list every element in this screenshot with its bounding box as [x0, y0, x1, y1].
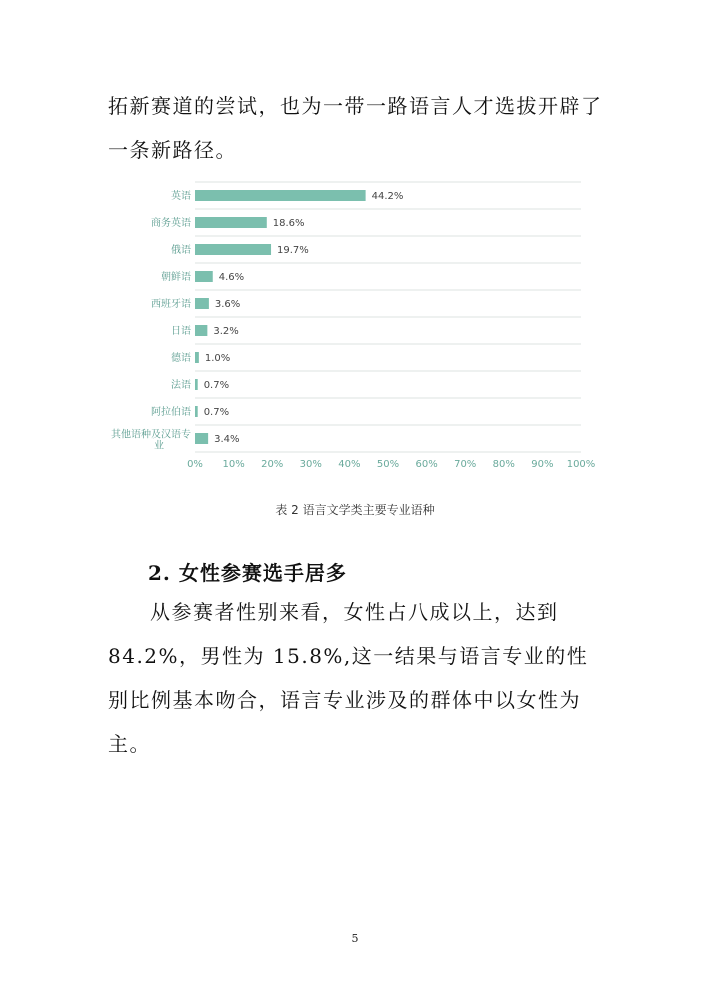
section-heading: 2. 女性参赛选手居多 — [148, 561, 347, 585]
data-label: 3.6% — [214, 299, 241, 310]
data-label: 4.6% — [218, 272, 245, 283]
data-label: 1.0% — [204, 353, 231, 364]
x-tick-label: 70% — [454, 459, 477, 470]
bar — [195, 271, 213, 282]
x-tick-label: 10% — [222, 459, 245, 470]
bar — [195, 190, 366, 201]
category-label: 业 — [154, 440, 164, 452]
x-tick-label: 60% — [415, 459, 438, 470]
x-tick-label: 90% — [531, 459, 554, 470]
x-tick-label: 30% — [299, 459, 322, 470]
section-body: 从参赛者性别来看，女性占八成以上，达到 84.2%，男性为 15.8%,这一结果与语言专业的性别比例基本吻合，语言专业涉及的群体中以女性为主。 — [108, 600, 589, 756]
bar — [195, 217, 267, 228]
category-label: 其他语种及汉语专 — [111, 429, 191, 441]
category-label: 商务英语 — [151, 218, 191, 229]
chart-caption: 表 2 语言文学类主要专业语种 — [275, 503, 435, 517]
bar — [195, 325, 207, 336]
bar — [195, 244, 271, 255]
language-bar-chart — [105, 180, 600, 480]
bar — [195, 298, 209, 309]
x-tick-label: 0% — [187, 459, 203, 470]
category-label: 法语 — [171, 380, 191, 391]
category-label: 阿拉伯语 — [151, 407, 191, 418]
data-label: 0.7% — [203, 380, 230, 391]
bar — [195, 379, 198, 390]
bar — [195, 406, 198, 417]
data-label: 44.2% — [371, 191, 404, 202]
category-label: 朝鲜语 — [161, 272, 191, 283]
category-label: 俄语 — [171, 245, 191, 256]
x-tick-label: 40% — [338, 459, 361, 470]
data-label: 3.2% — [213, 326, 239, 337]
page-number: 5 — [351, 932, 359, 945]
category-label: 西班牙语 — [151, 299, 191, 310]
x-tick-label: 20% — [261, 459, 284, 470]
category-label: 德语 — [171, 353, 191, 364]
data-label: 19.7% — [277, 245, 309, 256]
x-tick-label: 100% — [566, 459, 596, 470]
data-label: 0.7% — [203, 407, 230, 418]
bar — [195, 352, 199, 363]
data-label: 18.6% — [272, 218, 305, 229]
x-tick-label: 80% — [492, 459, 515, 470]
data-label: 3.4% — [214, 434, 240, 445]
category-label: 英语 — [171, 191, 191, 202]
category-label: 日语 — [171, 326, 191, 337]
intro-paragraph: 拓新赛道的尝试，也为一带一路语言人才选拔开辟了一条新路径。 — [108, 94, 603, 162]
bar — [195, 433, 208, 444]
x-tick-label: 50% — [376, 459, 400, 470]
